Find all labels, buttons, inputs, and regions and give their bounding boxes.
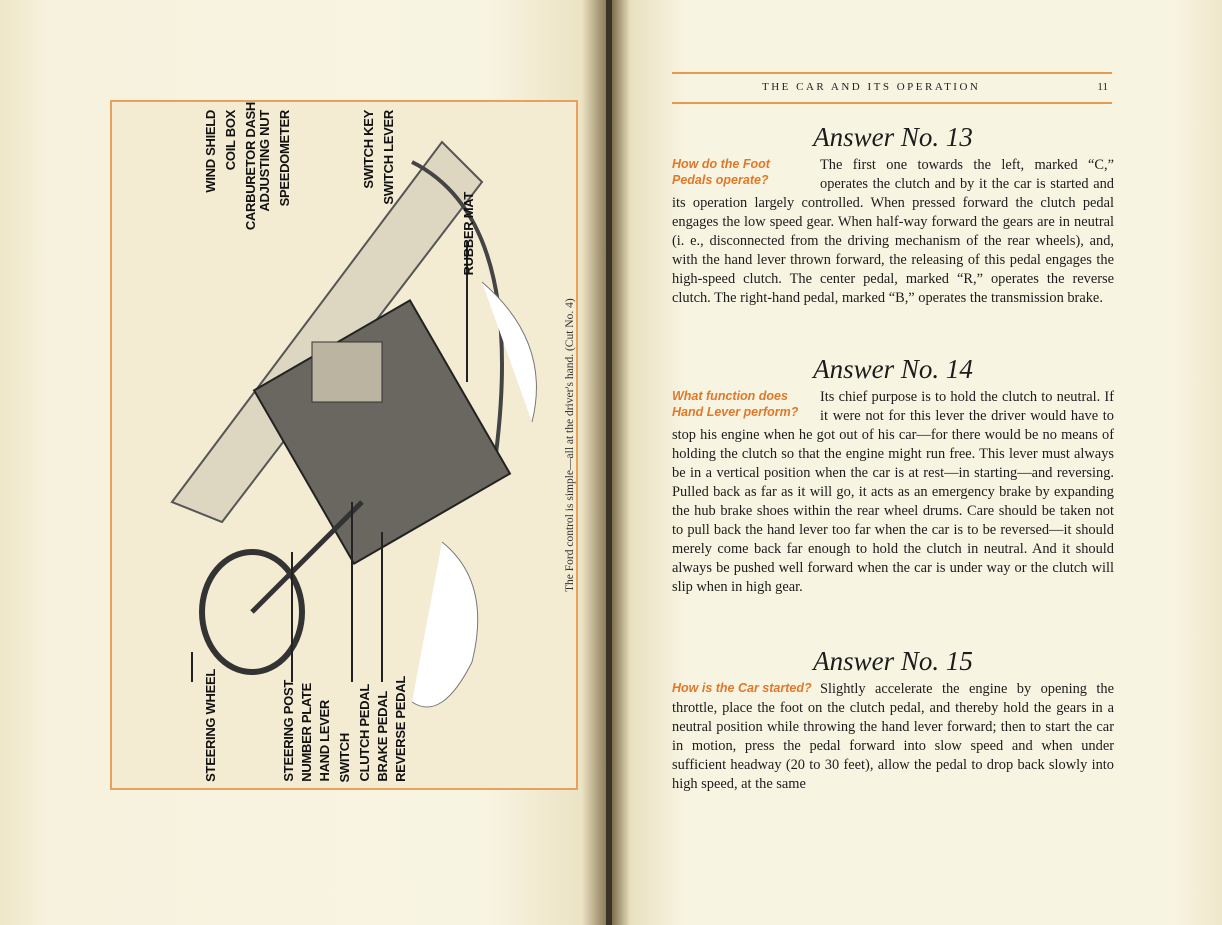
label-hand-lever: HAND LEVER [317,700,332,782]
margin-question: How is the Car started? [672,681,812,695]
running-head-title: THE CAR AND ITS OPERATION [762,81,981,93]
label-wind-shield: WIND SHIELD [203,110,218,193]
label-number-plate: NUMBER PLATE [299,683,314,782]
label-clutch-pedal: CLUTCH PEDAL [357,684,372,782]
label-reverse-pedal: REVERSE PEDAL [393,676,408,782]
answer-title: Answer No. 15 [813,646,973,676]
answer-15 [672,644,1114,794]
margin-question: How do the Foot Pedals operate? [672,157,770,187]
running-head [672,72,1112,104]
margin-question: What function does Hand Lever perform? [672,389,799,419]
label-coil-box: COIL BOX [223,110,238,171]
label-brake-pedal: BRAKE PEDAL [375,691,390,782]
label-steering-wheel: STEERING WHEEL [203,669,218,782]
label-speedometer: SPEEDOMETER [277,110,292,207]
answer-title: Answer No. 13 [813,122,973,152]
answer-title: Answer No. 14 [813,354,973,384]
label-rubber-mat: RUBBER MAT [461,192,476,276]
label-switch-key: SWITCH KEY [361,110,376,189]
page-number: 11 [1097,81,1108,93]
answer-text: Slightly accelerate the engine by opening the throttle, place the foot on the clutch pedal, and thereby hold the gears in a neutral position while throwing the hand lever forward; then to start the car in motion, press the pedal forward into slow speed and when under sufficient headway (20 to 30 feet), allow the pedal to drop back slowly into high speed, at the same [672,681,1114,792]
figure-caption: The Ford control is simple—all at the driver's hand. (Cut No. 4) [564,298,576,592]
answer-text: The first one towards the left, marked “C,” operates the clutch and by it the car is started and its operation largely controlled. When pressed forward the clutch pedal engages the low speed gear. When half-way forward the gears are in neutral (i. e., disconnected from the driving mechanism of the rear wheels), and, with the hand lever thrown forward, the releasing of this pedal engages the high-speed clutch. The center pedal, marked “R,” operates the reverse clutch. The right-hand pedal, marked “B,” operates the transmission brake. [672,157,1114,306]
label-steering-post: STEERING POST [281,680,296,782]
left-page [0,0,606,925]
label-switch-lever: SWITCH LEVER [381,110,396,205]
label-carburetor-dash: CARBURETOR DASH [243,102,258,231]
answer-13 [672,120,1114,308]
label-switch: SWITCH [337,732,352,782]
answer-text: Its chief purpose is to hold the clutch to neutral. If it were not for this lever the driver would have to stop his engine when he got out of his car—for there would be no means of holding the clutch so that the engine might run free. This lever must always be in a vertical position when the car is at rest—in starting—and reversing. Pulled back as far as it will go, it acts as an emergency brake by expanding the hub brake shoes within the rear wheel drums. Care should be taken not to pull back the hand lever too far when the car is to be reversed—it should merely come back far enough to hold the clutch in neutral. And it should always be pushed well forward when the car is under way or the clutch will slip when in high gear. [672,389,1114,595]
car-drawing [112,102,578,790]
label-adjusting-nut: ADJUSTING NUT [257,110,272,212]
car-controls-illustration [110,100,578,790]
answer-14 [672,352,1114,597]
